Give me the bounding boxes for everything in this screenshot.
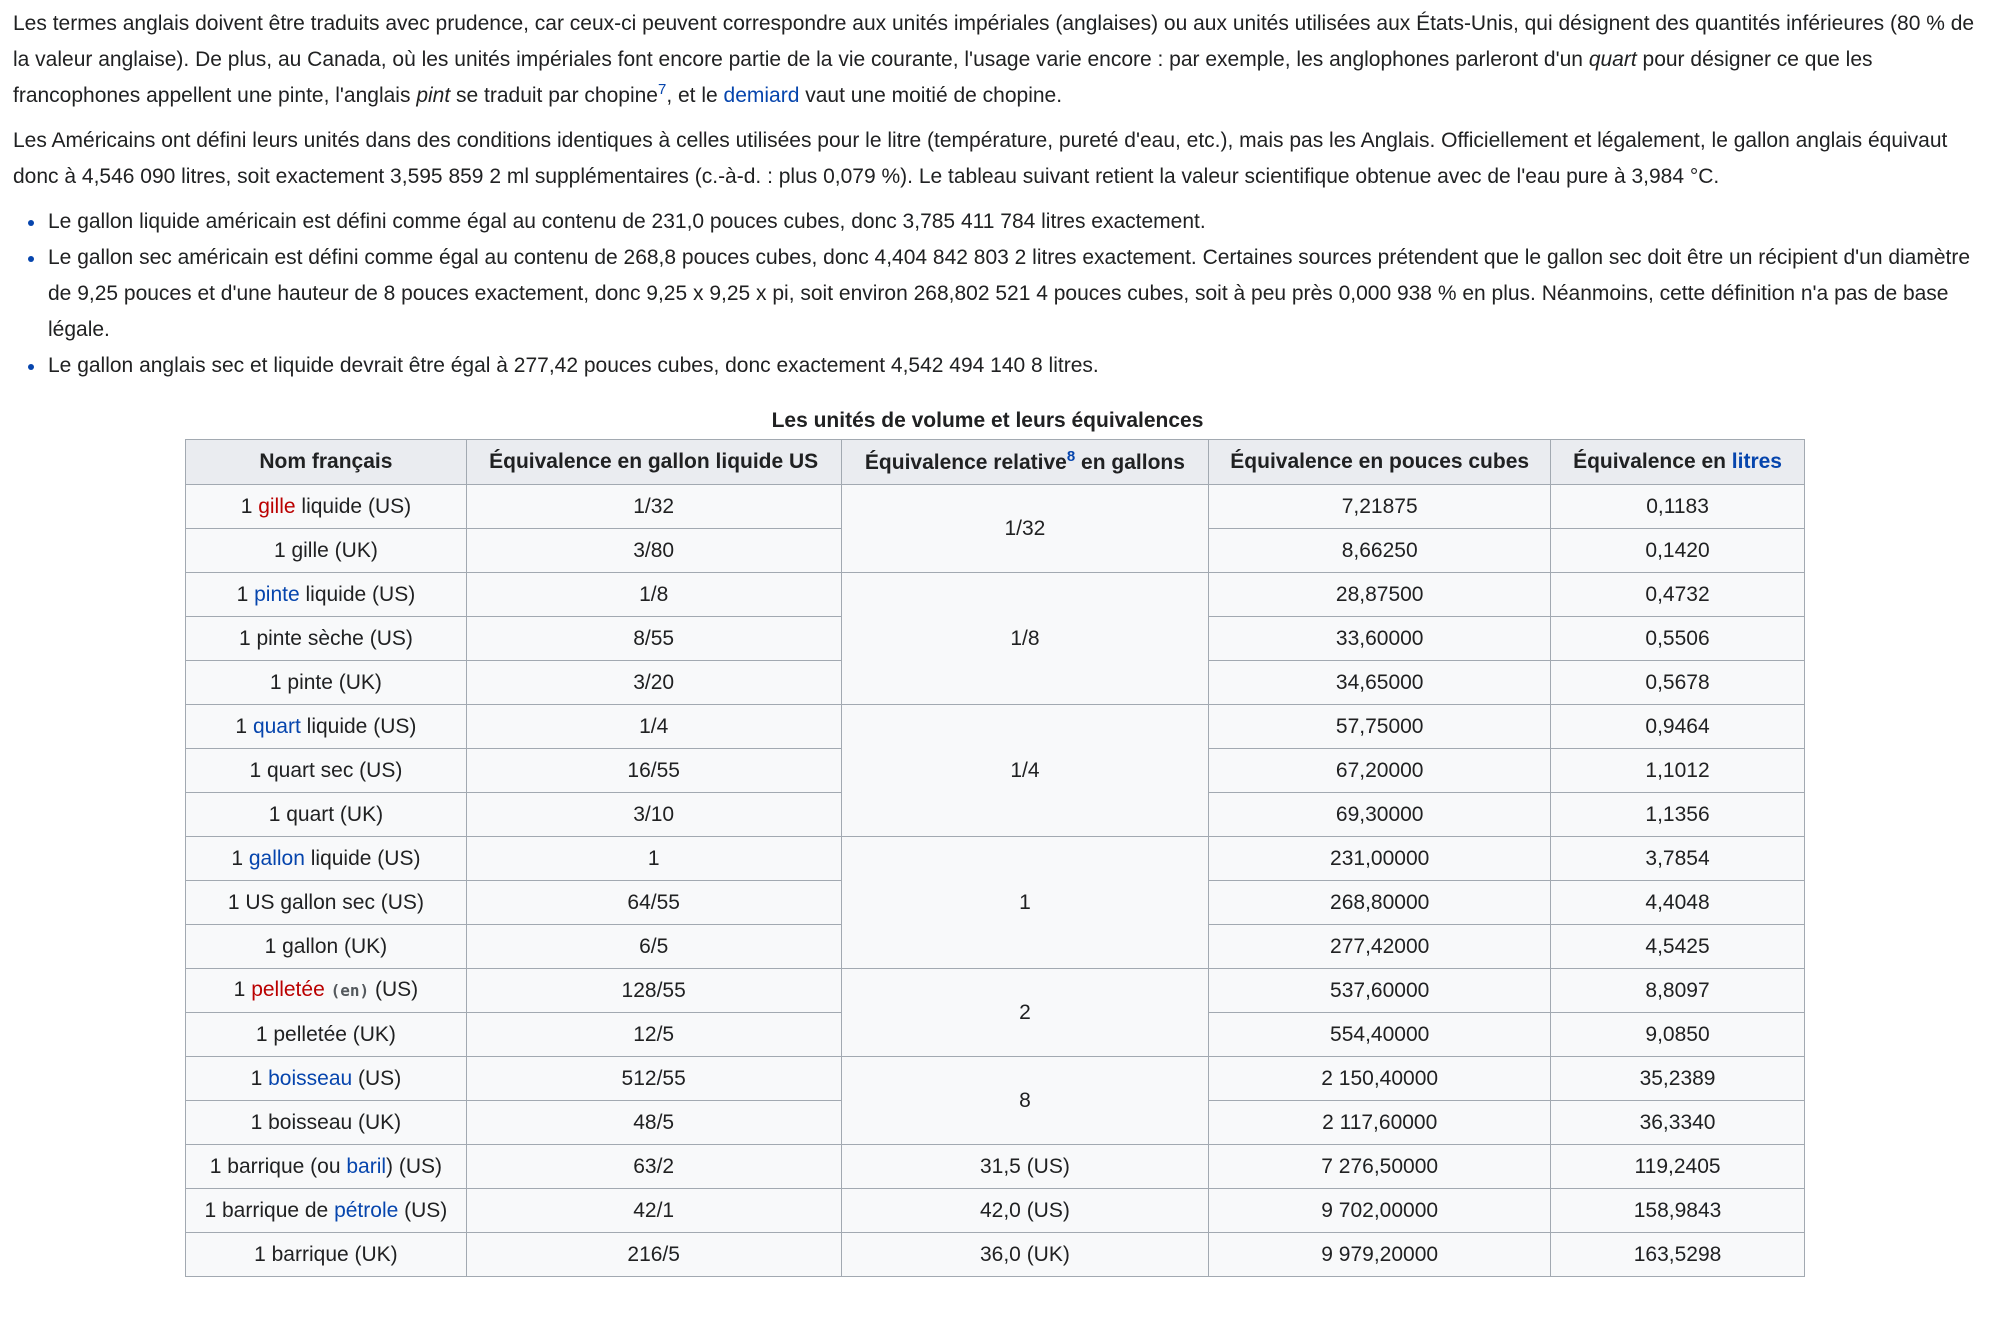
reference-8-link[interactable]: 8 [1066, 448, 1076, 465]
cell-name: 1 barrique (ou baril) (US) [186, 1145, 467, 1189]
link-gallon[interactable]: gallon [248, 846, 305, 870]
list-item: Le gallon liquide américain est défini comme égal au contenu de 231,0 pouces cubes, donc 3,785 411 784 litres exactement. [48, 204, 1988, 240]
cell-litres: 36,3340 [1551, 1101, 1805, 1145]
cell-litres: 8,8097 [1551, 969, 1805, 1013]
cell-cubes: 7 276,50000 [1209, 1145, 1551, 1189]
cell-cubes: 554,40000 [1209, 1013, 1551, 1057]
table-row [186, 1233, 1805, 1277]
list-item: Le gallon anglais sec et liquide devrait être égal à 277,42 pouces cubes, donc exactement 4,542 494 140 8 litres. [48, 348, 1988, 384]
table-caption: Les unités de volume et leurs équivalences [771, 409, 1204, 432]
cell-litres: 3,7854 [1551, 837, 1805, 881]
cell-litres: 1,1012 [1551, 749, 1805, 793]
cell-cubes: 7,21875 [1209, 485, 1551, 529]
cell-us: 63/2 [466, 1145, 841, 1189]
cell-us: 1/32 [466, 485, 841, 529]
header-pouces-cubes: Équivalence en pouces cubes [1209, 440, 1551, 485]
reference-7-link[interactable]: 7 [657, 81, 667, 98]
cell-name: 1 gallon (UK) [186, 925, 467, 969]
cell-name: 1 quart sec (US) [186, 749, 467, 793]
cell-us: 8/55 [466, 617, 841, 661]
cell-litres: 1,1356 [1551, 793, 1805, 837]
table-header-row [186, 440, 1805, 485]
cell-relative: 31,5 (US) [841, 1145, 1209, 1189]
link-baril[interactable]: baril [346, 1154, 387, 1178]
cell-litres: 0,5506 [1551, 617, 1805, 661]
cell-us: 216/5 [466, 1233, 841, 1277]
cell-litres: 4,5425 [1551, 925, 1805, 969]
cell-cubes: 28,87500 [1209, 573, 1551, 617]
header-litres: Équivalence en litres [1551, 440, 1805, 485]
cell-litres: 9,0850 [1551, 1013, 1805, 1057]
cell-us: 64/55 [466, 881, 841, 925]
cell-name: 1 barrique de pétrole (US) [186, 1189, 467, 1233]
cell-us: 1 [466, 837, 841, 881]
link-english-interlanguage[interactable]: (en) [330, 981, 370, 1000]
table-row [186, 485, 1805, 529]
cell-litres: 0,9464 [1551, 705, 1805, 749]
cell-us: 3/10 [466, 793, 841, 837]
cell-relative: 1 [841, 837, 1209, 969]
cell-cubes: 8,66250 [1209, 529, 1551, 573]
gallon-definitions-list [13, 204, 1988, 384]
table-row [186, 837, 1805, 881]
cell-name: 1 boisseau (US) [186, 1057, 467, 1101]
cell-us: 42/1 [466, 1189, 841, 1233]
bullet-icon [28, 256, 34, 262]
table-row [186, 1189, 1805, 1233]
cell-relative: 42,0 (US) [841, 1189, 1209, 1233]
cell-litres: 0,1420 [1551, 529, 1805, 573]
cell-litres: 0,1183 [1551, 485, 1805, 529]
cell-us: 1/8 [466, 573, 841, 617]
header-gallon-liquide-us: Équivalence en gallon liquide US [466, 440, 841, 485]
link-quart[interactable]: quart [252, 714, 301, 738]
table-row [186, 705, 1805, 749]
cell-us: 6/5 [466, 925, 841, 969]
cell-relative: 1/32 [841, 485, 1209, 573]
table-row [186, 573, 1805, 617]
cell-us: 3/80 [466, 529, 841, 573]
cell-cubes: 9 979,20000 [1209, 1233, 1551, 1277]
cell-cubes: 268,80000 [1209, 881, 1551, 925]
cell-cubes: 277,42000 [1209, 925, 1551, 969]
cell-litres: 35,2389 [1551, 1057, 1805, 1101]
cell-us: 16/55 [466, 749, 841, 793]
link-petrole[interactable]: pétrole [334, 1198, 399, 1222]
cell-cubes: 33,60000 [1209, 617, 1551, 661]
cell-cubes: 57,75000 [1209, 705, 1551, 749]
link-pinte[interactable]: pinte [254, 582, 300, 606]
cell-name: 1 boisseau (UK) [186, 1101, 467, 1145]
cell-us: 128/55 [466, 969, 841, 1013]
volume-units-table [185, 439, 1805, 1277]
cell-name: 1 pinte liquide (US) [186, 573, 467, 617]
cell-cubes: 34,65000 [1209, 661, 1551, 705]
cell-name: 1 gille liquide (US) [186, 485, 467, 529]
link-boisseau[interactable]: boisseau [268, 1066, 353, 1090]
cell-cubes: 67,20000 [1209, 749, 1551, 793]
link-gille[interactable]: gille [258, 494, 296, 518]
bullet-icon [28, 364, 34, 370]
list-item: Le gallon sec américain est défini comme égal au contenu de 268,8 pouces cubes, donc 4,404 842 803 2 litres exactement. Certaines sources prétendent que le gallon sec doit être un récipient d'un diamètre de 9,25 pouces et d'une hauteur de 8 pouces exactement, donc 9,25 x 9,25 x pi, soit environ 268,802 521 4 pouces cubes, soit à peu près 0,000 938 % en plus. Néanmoins, cette définition n'a pas de base légale. [48, 240, 1988, 348]
paragraph-units-translation: Les termes anglais doivent être traduits avec prudence, car ceux-ci peuvent correspondre aux unités impériales (anglaises) ou aux unités utilisées aux États-Unis, qui désignent des quantités inférieures (80 % de la valeur anglaise). De plus, au Canada, où les unités impériales font encore partie de la vie courante, l'usage varie encore : par exemple, les anglophones parleront d'un quart pour désigner ce que les francophones appellent une pinte, l'anglais pint se traduit par chopine$^7$, et le demiard vaut une moitié de chopine. [13, 12, 1975, 107]
cell-name: 1 barrique (UK) [186, 1233, 467, 1277]
cell-name: 1 gallon liquide (US) [186, 837, 467, 881]
cell-name: 1 pinte sèche (US) [186, 617, 467, 661]
cell-name: 1 gille (UK) [186, 529, 467, 573]
cell-name: 1 pinte (UK) [186, 661, 467, 705]
link-litres[interactable]: litres [1731, 450, 1782, 473]
cell-us: 12/5 [466, 1013, 841, 1057]
cell-name: 1 pelletée (UK) [186, 1013, 467, 1057]
cell-relative: 8 [841, 1057, 1209, 1145]
table-row [186, 1057, 1805, 1101]
article-content [13, 6, 1988, 384]
paragraph-definitions: Les Américains ont défini leurs unités dans des conditions identiques à celles utilisées pour le litre (température, pureté d'eau, etc.), mais pas les Anglais. Officiellement et légalement, le gallon anglais équivaut donc à 4,546 090 litres, soit exactement 3,595 859 2 ml supplémentaires (c.-à-d. : plus 0,079 %). Le tableau suivant retient la valeur scientifique obtenue avec de l'eau pure à 3,984 °C. [13, 129, 1948, 188]
cell-litres: 4,4048 [1551, 881, 1805, 925]
bullet-icon [28, 220, 34, 226]
cell-us: 48/5 [466, 1101, 841, 1145]
header-equivalence-relative: Équivalence relative$^8$ en gallons [841, 440, 1209, 485]
header-nom-francais: Nom français [186, 440, 467, 485]
cell-us: 512/55 [466, 1057, 841, 1101]
table-row [186, 1145, 1805, 1189]
cell-name: 1 quart (UK) [186, 793, 467, 837]
cell-relative: 1/8 [841, 573, 1209, 705]
cell-litres: 0,4732 [1551, 573, 1805, 617]
cell-relative: 1/4 [841, 705, 1209, 837]
cell-us: 3/20 [466, 661, 841, 705]
cell-cubes: 69,30000 [1209, 793, 1551, 837]
cell-name: 1 quart liquide (US) [186, 705, 467, 749]
cell-cubes: 9 702,00000 [1209, 1189, 1551, 1233]
link-demiard[interactable]: demiard [723, 84, 800, 107]
cell-litres: 119,2405 [1551, 1145, 1805, 1189]
cell-cubes: 537,60000 [1209, 969, 1551, 1013]
cell-relative: 2 [841, 969, 1209, 1057]
cell-cubes: 2 117,60000 [1209, 1101, 1551, 1145]
table-row [186, 969, 1805, 1013]
cell-litres: 0,5678 [1551, 661, 1805, 705]
cell-litres: 163,5298 [1551, 1233, 1805, 1277]
cell-litres: 158,9843 [1551, 1189, 1805, 1233]
cell-us: 1/4 [466, 705, 841, 749]
cell-cubes: 2 150,40000 [1209, 1057, 1551, 1101]
cell-name: 1 US gallon sec (US) [186, 881, 467, 925]
cell-name: 1 pelletée (en) (US) [186, 969, 467, 1013]
cell-relative: 36,0 (UK) [841, 1233, 1209, 1277]
link-pelletee[interactable]: pelletée [251, 978, 325, 1001]
cell-cubes: 231,00000 [1209, 837, 1551, 881]
